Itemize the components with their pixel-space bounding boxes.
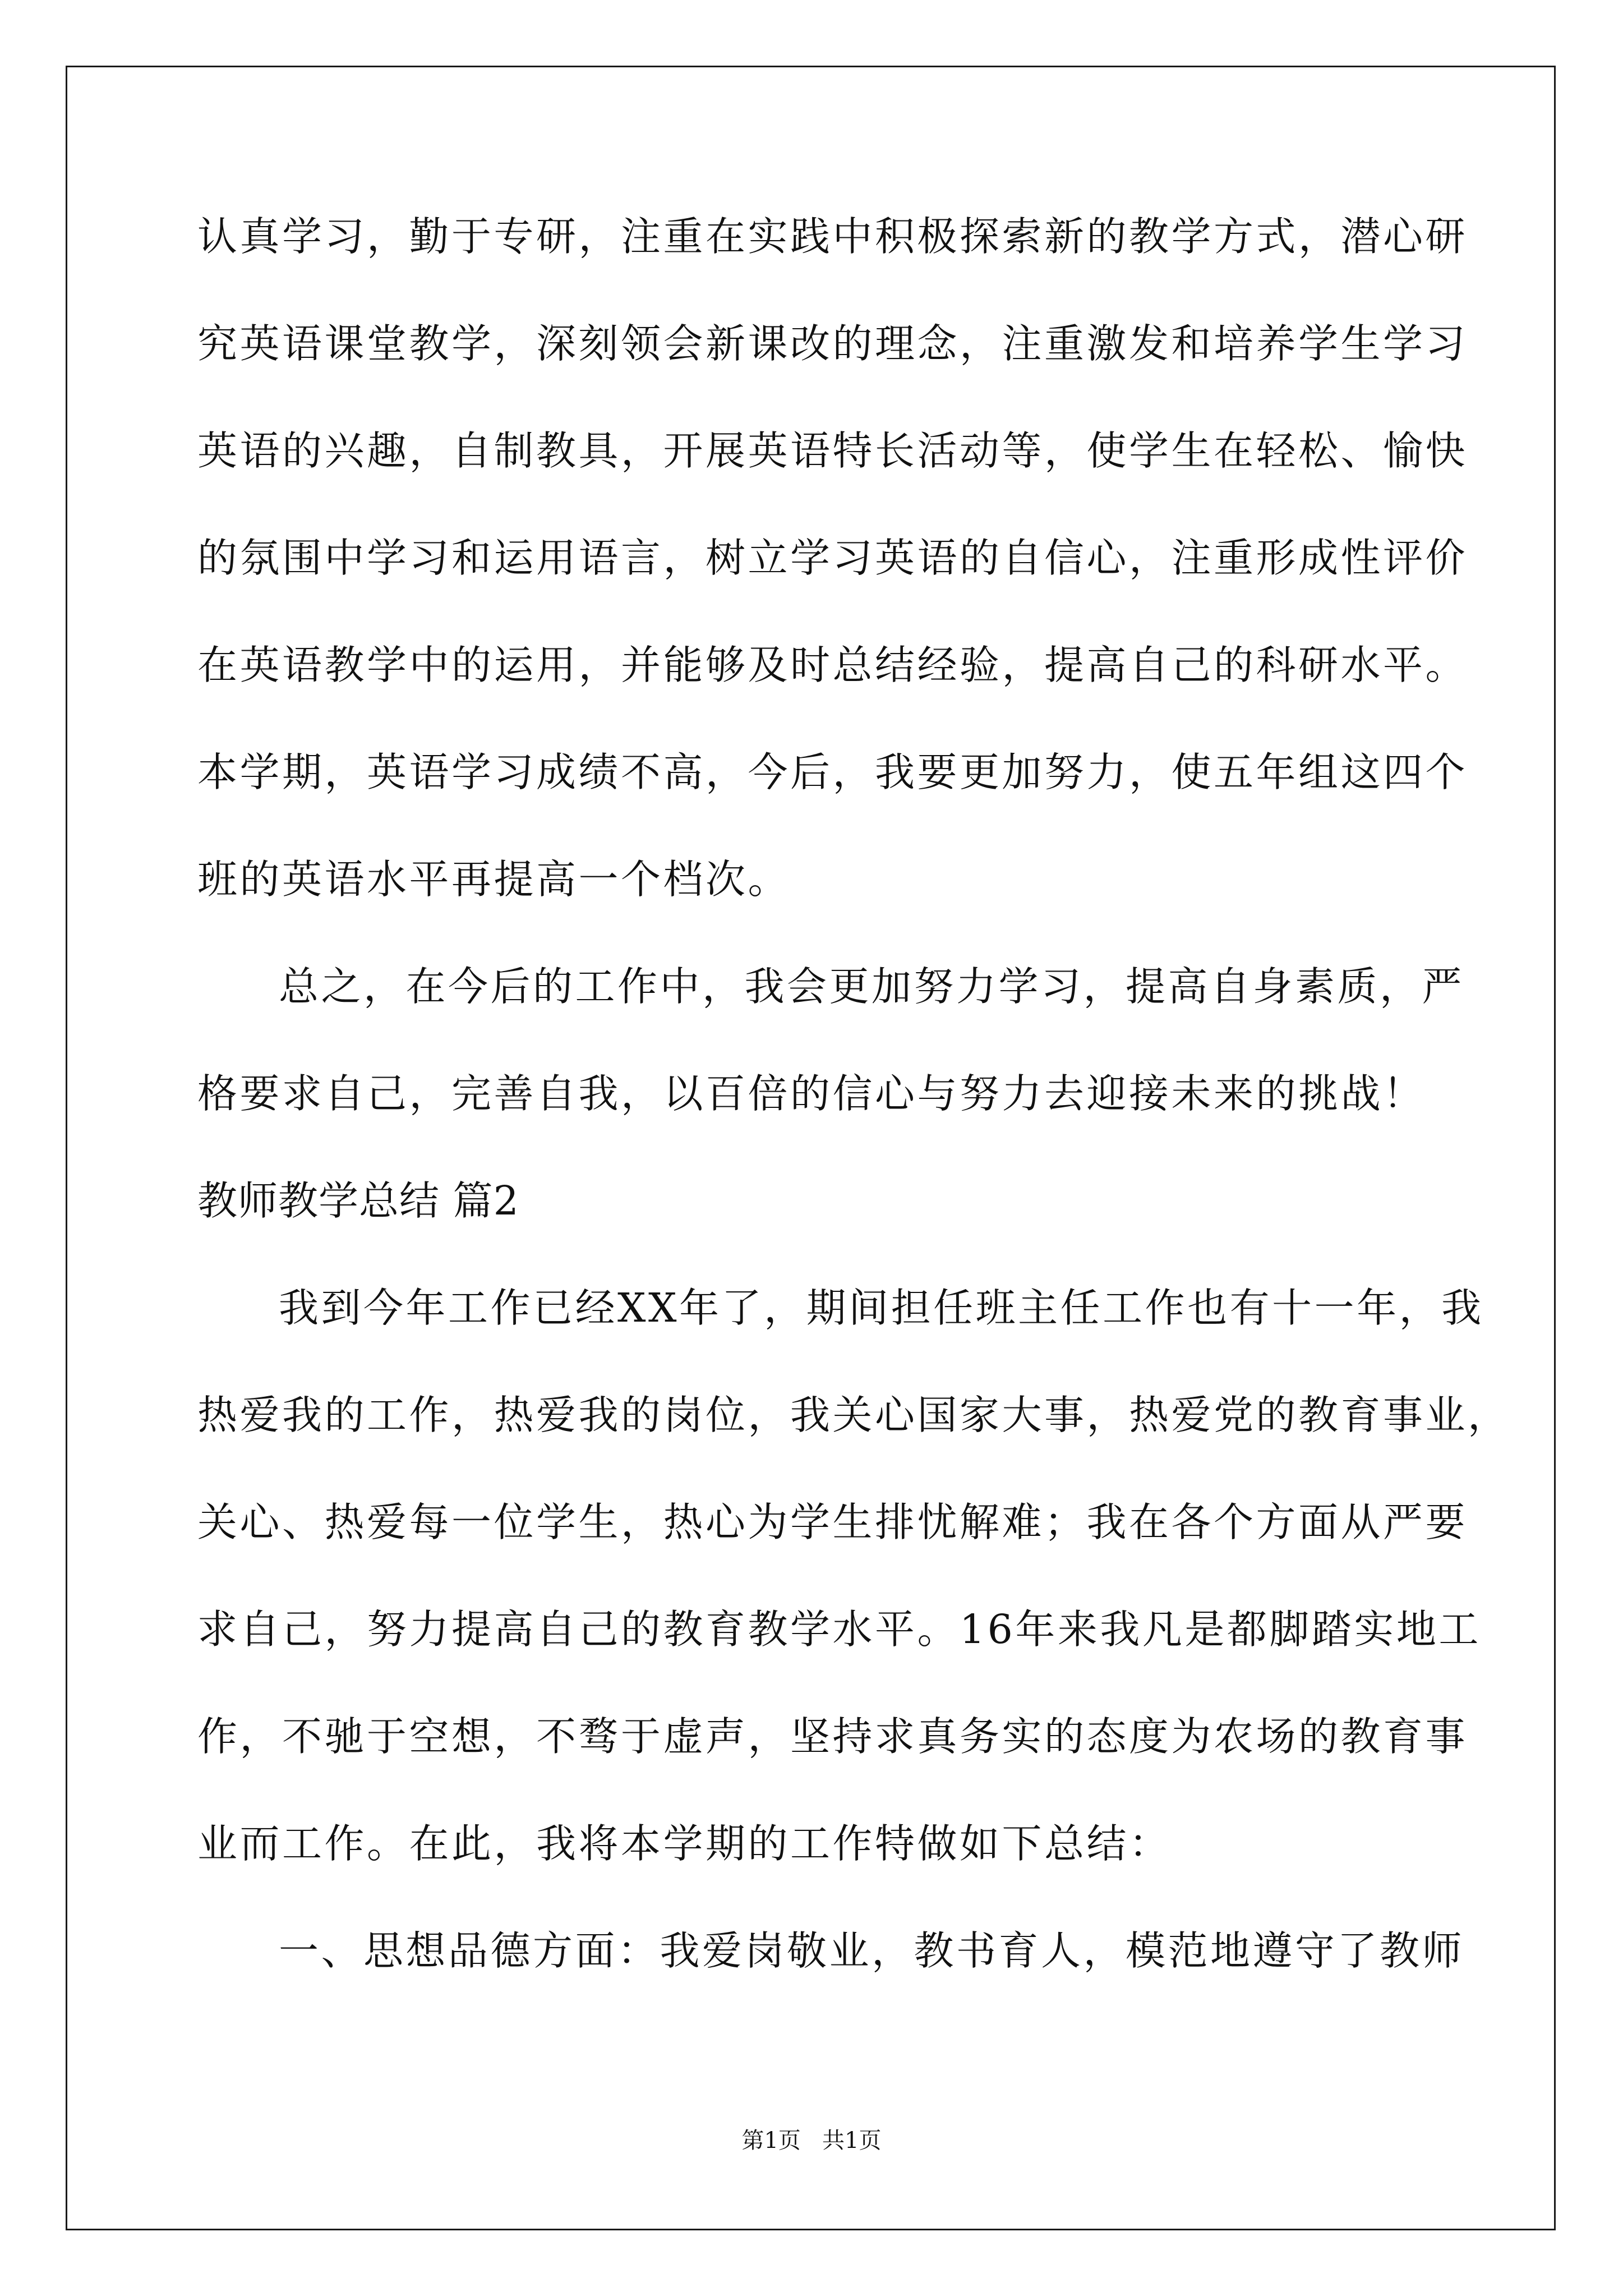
body-line-5: 在英语教学中的运用，并能够及时总结经验，提高自己的科研水平。 [197,642,1468,688]
body-line-7: 班的英语水平再提高一个档次。 [197,856,791,903]
body-line-15: 作，不驰于空想，不骛于虚声，坚持求真务实的态度为农场的教育事 [197,1713,1468,1760]
body-line-2: 究英语课堂教学，深刻领会新课改的理念，注重激发和培养学生学习 [197,320,1468,367]
body-line-14: 求自己，努力提高自己的教育教学水平。16年来我凡是都脚踏实地工 [197,1606,1481,1653]
body-line-1: 认真学习，勤于专研，注重在实践中积极探索新的教学方式，潜心研 [197,213,1468,260]
page-footer: 第1页 共1页 [741,2128,882,2154]
body-line-9: 格要求自己，完善自我，以百倍的信心与努力去迎接未来的挑战！ [197,1070,1426,1117]
section-heading: 教师教学总结 篇2 [197,1177,519,1224]
body-line-11: 我到今年工作已经XX年了，期间担任班主任工作也有十一年，我 [279,1285,1484,1331]
body-line-17: 一、思想品德方面：我爱岗敬业，教书育人，模范地遵守了教师 [279,1927,1465,1974]
body-line-12: 热爱我的工作，热爱我的岗位，我关心国家大事，热爱党的教育事业， [197,1392,1510,1438]
body-line-16: 业而工作。在此，我将本学期的工作特做如下总结： [197,1820,1172,1867]
body-line-8: 总之，在今后的工作中，我会更加努力学习，提高自身素质，严 [279,963,1465,1010]
body-line-6: 本学期，英语学习成绩不高，今后，我要更加努力，使五年组这四个 [197,749,1468,795]
body-line-13: 关心、热爱每一位学生，热心为学生排忧解难；我在各个方面从严要 [197,1499,1468,1545]
body-line-3: 英语的兴趣，自制教具，开展英语特长活动等，使学生在轻松、愉快 [197,427,1468,474]
body-line-4: 的氛围中学习和运用语言，树立学习英语的自信心，注重形成性评价 [197,535,1468,581]
page-border [66,66,1556,2230]
